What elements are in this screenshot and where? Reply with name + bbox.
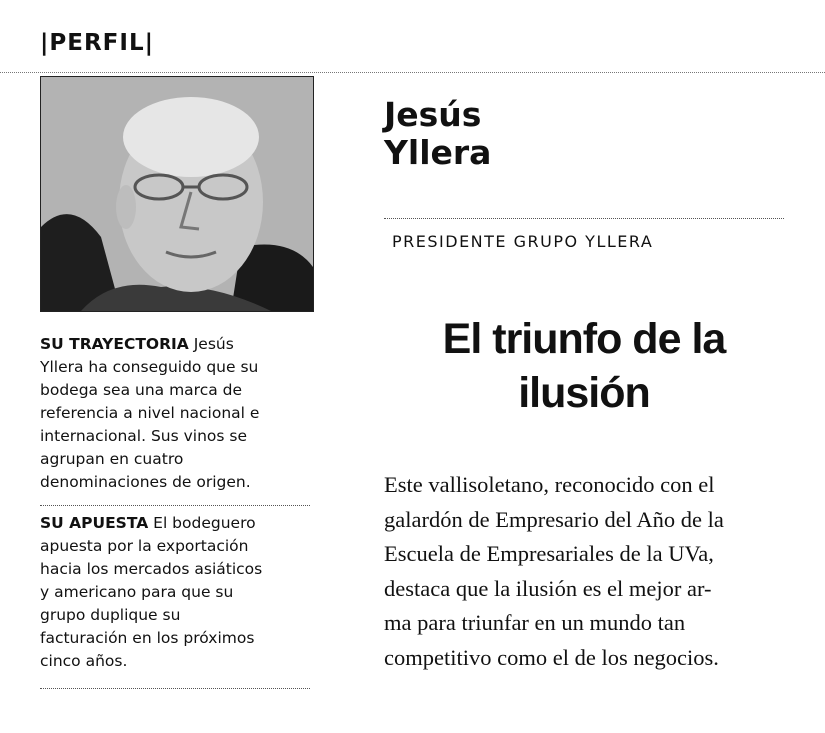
trayectoria-line: bodega sea una marca de <box>40 381 243 399</box>
top-divider <box>0 72 825 73</box>
apuesta-line: hacia los mercados asiáticos <box>40 560 263 578</box>
trayectoria-line: internacional. Sus vinos se <box>40 427 248 445</box>
apuesta-line: grupo duplique su <box>40 606 181 624</box>
sidebar-trayectoria <box>40 333 310 494</box>
deck-paragraph <box>384 468 794 675</box>
name-divider <box>384 218 784 219</box>
apuesta-lead: SU APUESTA <box>40 514 149 532</box>
sidebar-apuesta <box>40 512 310 673</box>
section-tag: |PERFIL| <box>40 30 155 56</box>
person-last-name: Yllera <box>384 133 492 172</box>
portrait-icon <box>41 77 313 311</box>
deck-line: ma para triunfar en un mundo tan <box>384 610 686 635</box>
headline-line: El triunfo de la <box>442 315 726 363</box>
trayectoria-line: denominaciones de origen. <box>40 473 251 491</box>
trayectoria-line: Jesús <box>188 335 234 353</box>
deck-line: galardón de Empresario del Año de la <box>384 506 724 532</box>
trayectoria-line: agrupan en cuatro <box>40 450 184 468</box>
deck-line: competitivo como el de los negocios. <box>384 644 719 670</box>
person-name <box>384 96 491 172</box>
headline <box>384 312 784 420</box>
person-role: PRESIDENTE GRUPO YLLERA <box>392 232 654 251</box>
deck-line: Escuela de Empresariales de la UVa, <box>384 541 714 566</box>
deck-line: Este vallisoletano, reconocido con el <box>384 472 715 497</box>
apuesta-line: y americano para que su <box>40 583 234 601</box>
trayectoria-line: referencia a nivel nacional e <box>40 404 260 422</box>
apuesta-line: apuesta por la exportación <box>40 537 249 555</box>
apuesta-line: facturación en los próximos <box>40 629 255 647</box>
portrait-photo <box>40 76 314 312</box>
deck-line: destaca que la ilusión es el mejor ar- <box>384 575 712 601</box>
person-first-name: Jesús <box>384 95 482 134</box>
apuesta-line: cinco años. <box>40 652 128 670</box>
sidebar-bottom-divider <box>40 688 310 689</box>
headline-line: ilusión <box>518 369 650 417</box>
apuesta-line: El bodeguero <box>148 514 256 532</box>
trayectoria-line: Yllera ha conseguido que su <box>40 358 259 376</box>
sidebar-divider <box>40 505 310 506</box>
trayectoria-lead: SU TRAYECTORIA <box>40 335 189 353</box>
